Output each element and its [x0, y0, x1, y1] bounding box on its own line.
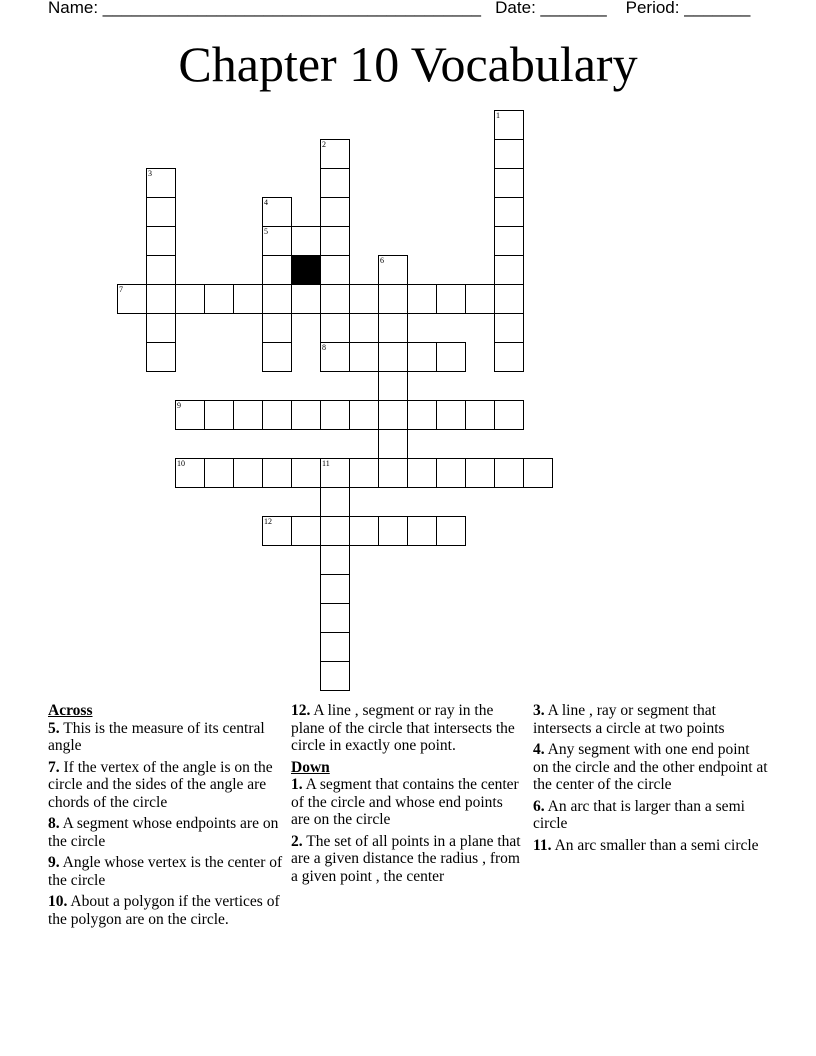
crossword-cell[interactable]	[233, 284, 263, 314]
crossword-cell[interactable]	[233, 458, 263, 488]
crossword-cell[interactable]	[320, 487, 350, 517]
crossword-cell[interactable]	[494, 168, 524, 198]
down-heading: Down	[291, 758, 330, 776]
clue-down-3: 3. A line , ray or segment that intersects a circle at two points	[533, 702, 725, 737]
crossword-cell[interactable]	[494, 313, 524, 343]
crossword-cell[interactable]	[436, 516, 466, 546]
crossword-cell[interactable]	[378, 255, 408, 285]
across-heading: Across	[48, 702, 93, 719]
crossword-cell[interactable]	[407, 284, 437, 314]
clue-number: 4	[264, 198, 268, 207]
clue-number: 2	[322, 140, 326, 149]
crossword-cell[interactable]	[378, 429, 408, 459]
crossword-cell[interactable]	[436, 400, 466, 430]
crossword-cell[interactable]	[175, 284, 205, 314]
crossword-cell[interactable]	[378, 458, 408, 488]
crossword-cell[interactable]	[146, 197, 176, 227]
crossword-cell[interactable]	[378, 516, 408, 546]
clue-across-12: 12. A line , segment or ray in the plane of the circle that intersects the circle in exactly one point.	[291, 702, 515, 754]
clue-number: 9	[177, 401, 181, 410]
clue-number: 12	[264, 517, 272, 526]
crossword-cell[interactable]	[146, 226, 176, 256]
crossword-cell[interactable]	[407, 342, 437, 372]
crossword-cell[interactable]	[320, 226, 350, 256]
crossword-cell[interactable]	[175, 458, 205, 488]
crossword-cell[interactable]	[349, 516, 379, 546]
crossword-cell[interactable]	[146, 168, 176, 198]
crossword-cell[interactable]	[320, 255, 350, 285]
crossword-cell[interactable]	[320, 545, 350, 575]
crossword-cell[interactable]	[204, 400, 234, 430]
crossword-cell[interactable]	[262, 284, 292, 314]
crossword-cell[interactable]	[233, 400, 263, 430]
crossword-cell[interactable]	[320, 197, 350, 227]
clue-down-11: 11. An arc smaller than a semi circle	[533, 836, 759, 854]
name-field[interactable]: Name: ________________________________________	[48, 0, 481, 17]
clue-number: 6	[380, 256, 384, 265]
crossword-cell[interactable]	[320, 516, 350, 546]
crossword-cell[interactable]	[320, 632, 350, 662]
crossword-cell[interactable]	[320, 342, 350, 372]
crossword-cell[interactable]	[494, 197, 524, 227]
clue-down-2: 2. The set of all points in a plane that are a given distance the radius , from a given point , the center	[291, 832, 521, 885]
crossword-cell[interactable]	[320, 168, 350, 198]
crossword-cell[interactable]	[146, 255, 176, 285]
clues-column-1	[48, 702, 283, 932]
clue-across-9: 9. Angle whose vertex is the center of the circle	[48, 854, 283, 889]
crossword-cell[interactable]	[436, 342, 466, 372]
crossword-cell[interactable]	[320, 284, 350, 314]
crossword-cell[interactable]	[262, 226, 292, 256]
crossword-cell[interactable]	[494, 342, 524, 372]
clue-down-4: 4. Any segment with one end point on the circle and the other endpoint at the center of the circle	[533, 741, 768, 793]
crossword-cell[interactable]	[262, 400, 292, 430]
crossword-cell[interactable]	[349, 342, 379, 372]
crossword-cell[interactable]	[378, 342, 408, 372]
crossword-cell[interactable]	[291, 516, 321, 546]
crossword-cell[interactable]	[320, 313, 350, 343]
crossword-cell[interactable]	[291, 458, 321, 488]
clues-column-2	[291, 702, 521, 889]
clue-number: 3	[148, 169, 152, 178]
crossword-cell[interactable]	[494, 110, 524, 140]
crossword-cell[interactable]	[320, 574, 350, 604]
crossword-cell[interactable]	[320, 400, 350, 430]
crossword-cell[interactable]	[262, 458, 292, 488]
clue-number: 8	[322, 343, 326, 352]
clue-down-1: 1. A segment that contains the center of the circle and whose end points are on the circle	[291, 776, 519, 828]
crossword-cell[interactable]	[291, 400, 321, 430]
crossword-cell[interactable]	[378, 400, 408, 430]
crossword-cell[interactable]	[407, 400, 437, 430]
crossword-cell[interactable]	[436, 284, 466, 314]
clue-number: 11	[322, 459, 330, 468]
crossword-cell[interactable]	[436, 458, 466, 488]
crossword-cell[interactable]	[117, 284, 147, 314]
crossword-cell[interactable]	[349, 458, 379, 488]
crossword-cell[interactable]	[262, 255, 292, 285]
crossword-cell[interactable]	[320, 661, 350, 691]
crossword-cell[interactable]	[291, 284, 321, 314]
crossword-cell[interactable]	[146, 342, 176, 372]
crossword-cell[interactable]	[175, 400, 205, 430]
clue-number: 5	[264, 227, 268, 236]
clue-across-10: 10. About a polygon if the vertices of the polygon are on the circle.	[48, 893, 280, 928]
crossword-cell[interactable]	[378, 371, 408, 401]
crossword-cell[interactable]	[146, 313, 176, 343]
page-title: Chapter 10 Vocabulary	[178, 36, 638, 92]
crossword-cell[interactable]	[291, 226, 321, 256]
crossword-cell[interactable]	[494, 139, 524, 169]
period-field[interactable]: Period: _______	[625, 0, 751, 17]
crossword-cell[interactable]	[262, 342, 292, 372]
crossword-cell[interactable]	[349, 400, 379, 430]
crossword-cell[interactable]	[494, 284, 524, 314]
clue-number: 1	[496, 111, 500, 120]
black-square	[291, 255, 321, 285]
crossword-cell[interactable]	[378, 313, 408, 343]
crossword-cell[interactable]	[349, 284, 379, 314]
crossword-cell[interactable]	[407, 458, 437, 488]
clue-across-8: 8. A segment whose endpoints are on the circle	[48, 815, 279, 850]
clue-across-7: 7. If the vertex of the angle is on the circle and the sides of the angle are chords of the circle	[48, 758, 273, 811]
crossword-cell[interactable]	[320, 603, 350, 633]
crossword-cell[interactable]	[407, 516, 437, 546]
crossword-cell[interactable]	[494, 400, 524, 430]
crossword-cell[interactable]	[465, 400, 495, 430]
crossword-cell[interactable]	[320, 139, 350, 169]
clue-number: 7	[119, 285, 123, 294]
clue-down-6: 6. An arc that is larger than a semi circle	[533, 797, 745, 832]
crossword-cell[interactable]	[465, 458, 495, 488]
crossword-cell[interactable]	[378, 284, 408, 314]
date-field[interactable]: Date: _______	[495, 0, 607, 17]
crossword-cell[interactable]	[262, 516, 292, 546]
crossword-cell[interactable]	[494, 226, 524, 256]
crossword-cell[interactable]	[262, 313, 292, 343]
crossword-cell[interactable]	[494, 458, 524, 488]
crossword-cell[interactable]	[204, 458, 234, 488]
crossword-cell[interactable]	[465, 284, 495, 314]
crossword-cell[interactable]	[494, 255, 524, 285]
crossword-cell[interactable]	[262, 197, 292, 227]
clues-column-3	[533, 702, 768, 858]
crossword-cell[interactable]	[204, 284, 234, 314]
clue-across-5: 5. This is the measure of its central angle	[48, 719, 265, 754]
clue-number: 10	[177, 459, 185, 468]
crossword-cell[interactable]	[523, 458, 553, 488]
crossword-cell[interactable]	[320, 458, 350, 488]
crossword-cell[interactable]	[146, 284, 176, 314]
